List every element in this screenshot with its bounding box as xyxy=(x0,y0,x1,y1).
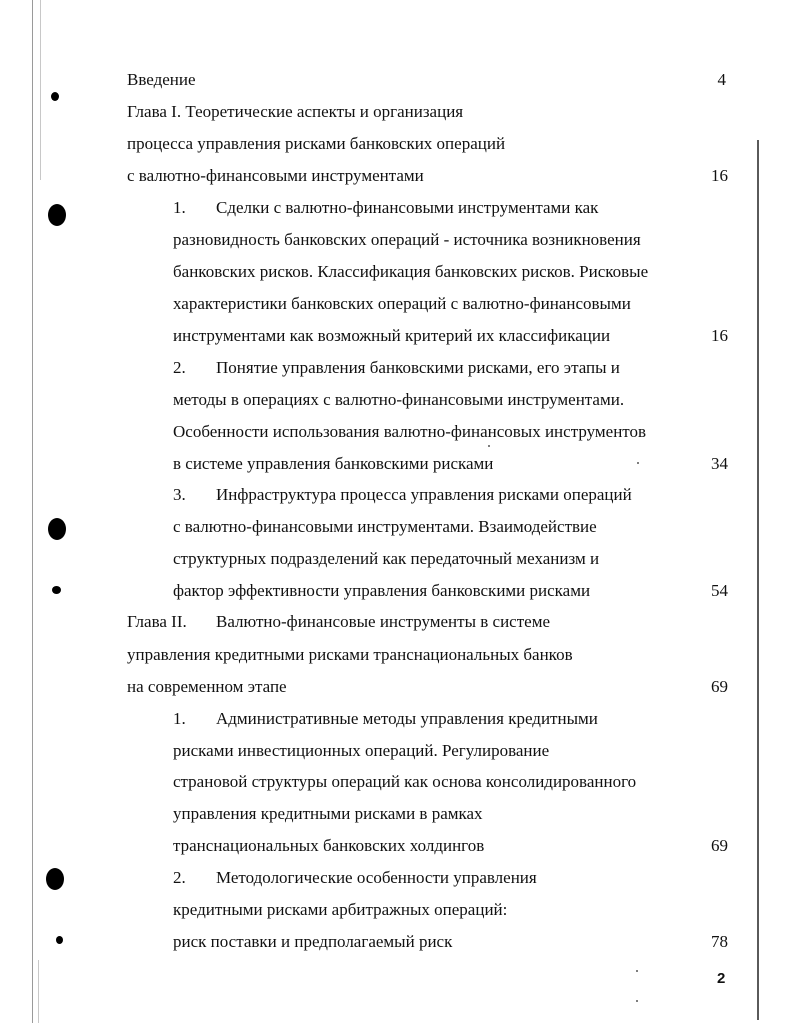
toc-section-number: 3. xyxy=(173,485,186,504)
punch-hole xyxy=(46,868,64,890)
punch-hole xyxy=(56,936,63,944)
toc-chapter2-title-line: на современном этапе xyxy=(127,677,287,696)
scan-edge-line xyxy=(757,140,759,1020)
toc-section-line: Инфраструктура процесса управления рисками операций xyxy=(216,485,632,504)
scan-speck xyxy=(636,1000,638,1002)
toc-section-line: риск поставки и предполагаемый риск xyxy=(173,932,453,951)
toc-section-line: кредитными рисками арбитражных операций: xyxy=(173,900,508,919)
toc-section-number: 1. xyxy=(173,198,186,217)
toc-intro-page: 4 xyxy=(717,70,726,89)
toc-chapter1-page: 16 xyxy=(711,166,728,185)
toc-section-line: структурных подразделений как передаточный механизм и xyxy=(173,549,600,568)
toc-section-line: с валютно-финансовыми инструментами. Взаимодействие xyxy=(173,517,597,536)
toc-section-page: 34 xyxy=(711,454,728,473)
scan-edge-line xyxy=(40,0,41,180)
toc-section-line: методы в операциях с валютно-финансовыми инструментами. xyxy=(173,390,625,409)
scan-edge-line xyxy=(32,0,33,1023)
toc-section-line: фактор эффективности управления банковскими рисками xyxy=(173,581,591,600)
toc-chapter1-title-line: Глава I. Теоретические аспекты и организация xyxy=(127,102,464,121)
toc-section-page: 78 xyxy=(711,932,728,951)
toc-chapter2-title-line: управления кредитными рисками транснациональных банков xyxy=(127,645,573,664)
page-number: 2 xyxy=(717,970,726,987)
toc-section-line: Административные методы управления кредитными xyxy=(216,709,598,728)
toc-section-line: Особенности использования валютно-финансовых инструментов xyxy=(173,422,647,441)
toc-section-line: управления кредитными рисками в рамках xyxy=(173,804,483,823)
scan-speck xyxy=(488,445,490,447)
toc-section-page: 69 xyxy=(711,836,728,855)
punch-hole xyxy=(48,518,66,540)
toc-section-line: Сделки с валютно-финансовыми инструментами как xyxy=(216,198,599,217)
toc-chapter1-title-line: с валютно-финансовыми инструментами xyxy=(127,166,424,185)
toc-section-line: характеристики банковских операций с валютно-финансовыми xyxy=(173,294,631,313)
toc-section-line: Понятие управления банковскими рисками, его этапы и xyxy=(216,358,620,377)
toc-section-page: 16 xyxy=(711,326,728,345)
toc-section-line: инструментами как возможный критерий их классификации xyxy=(173,326,611,345)
toc-chapter2-title-line: Валютно-финансовые инструменты в системе xyxy=(216,612,550,631)
scan-speck xyxy=(637,462,639,464)
toc-chapter2-label: Глава II. xyxy=(127,612,187,631)
toc-chapter2-page: 69 xyxy=(711,677,728,696)
toc-section-number: 2. xyxy=(173,868,186,887)
toc-section-page: 54 xyxy=(711,581,728,600)
scan-edge-line xyxy=(38,960,39,1023)
toc-section-line: рисками инвестиционных операций. Регулирование xyxy=(173,741,550,760)
toc-chapter1-title-line: процесса управления рисками банковских операций xyxy=(127,134,506,153)
toc-section-line: банковских рисков. Классификация банковских рисков. Рисковые xyxy=(173,262,649,281)
punch-hole xyxy=(48,204,66,226)
punch-hole xyxy=(52,586,61,594)
scan-speck xyxy=(636,970,638,972)
toc-section-line: разновидность банковских операций - источника возникновения xyxy=(173,230,641,249)
punch-hole xyxy=(51,92,59,101)
toc-section-line: Методологические особенности управления xyxy=(216,868,537,887)
toc-section-number: 1. xyxy=(173,709,186,728)
toc-section-line: в системе управления банковскими рисками xyxy=(173,454,494,473)
toc-section-line: транснациональных банковских холдингов xyxy=(173,836,485,855)
toc-section-line: страновой структуры операций как основа консолидированного xyxy=(173,772,637,791)
toc-section-number: 2. xyxy=(173,358,186,377)
toc-intro-title: Введение xyxy=(127,70,196,89)
